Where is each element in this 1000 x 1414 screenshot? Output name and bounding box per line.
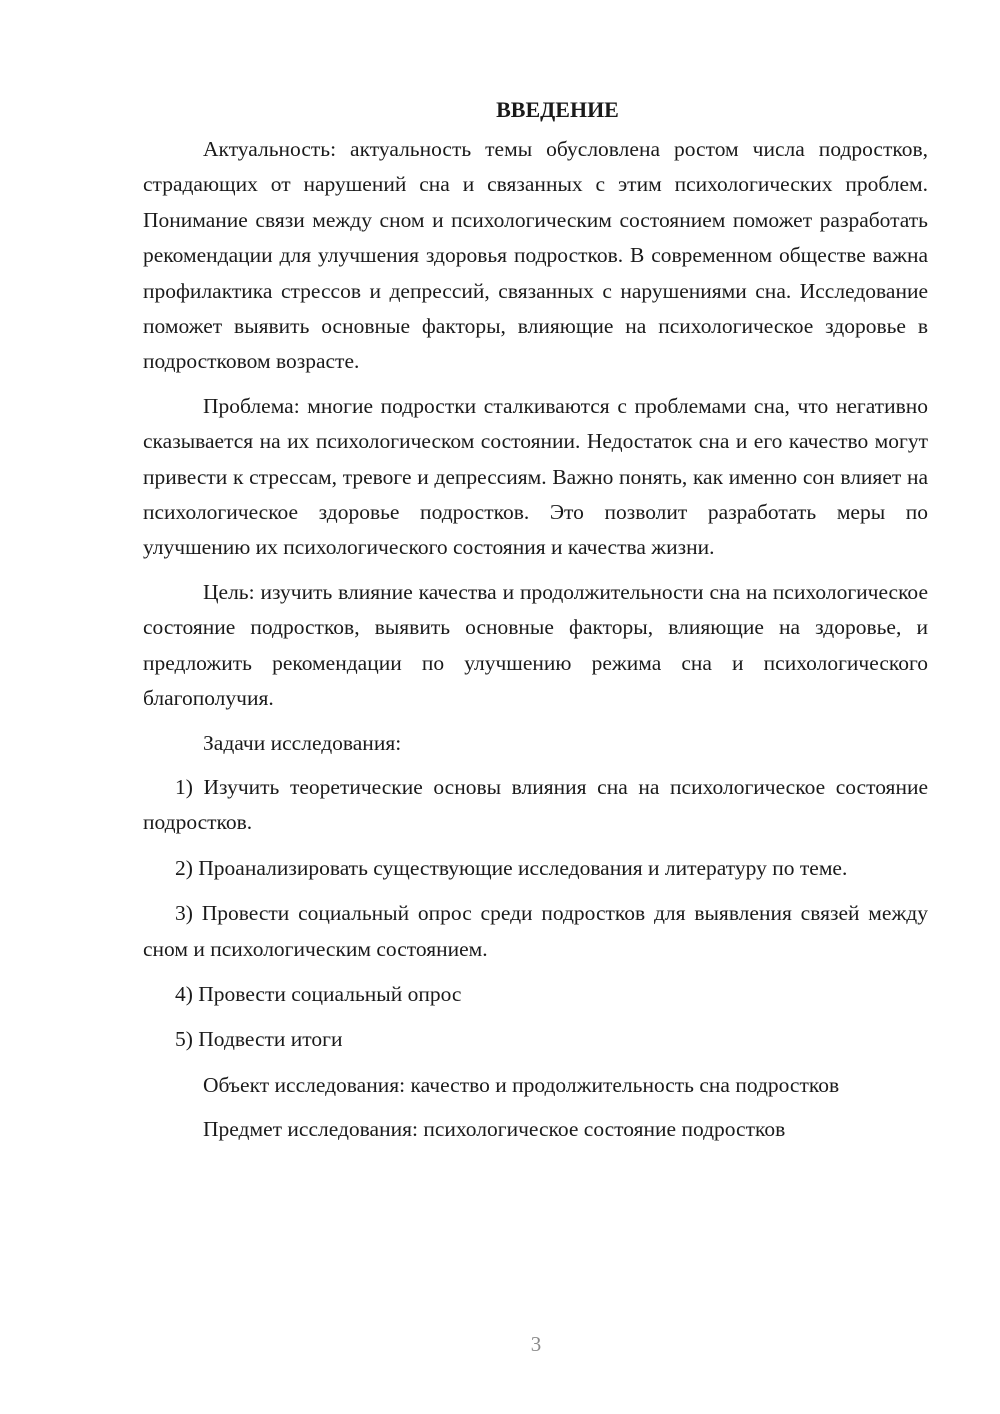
page-title: ВВЕДЕНИЕ	[496, 97, 619, 122]
task-item-3: 3) Провести социальный опрос среди подростков для выявления связей между сном и психологическим состоянием.	[143, 901, 928, 961]
task-item-4: 4) Провести социальный опрос	[175, 981, 462, 1006]
task-item-2: 2) Проанализировать существующие исследования и литературу по теме.	[175, 855, 848, 880]
page-number: 3	[530, 1332, 542, 1356]
tasks-list	[143, 770, 928, 1058]
tasks-heading: Задачи исследования:	[203, 730, 402, 755]
paragraph-subject: Предмет исследования: психологическое состояние подростков	[203, 1117, 786, 1142]
paragraph-problem: Проблема: многие подростки сталкиваются с проблемами сна, что негативно сказывается на их психологическом состоянии. Недостаток сна и его качество могут привести к стрессам, тревоге и депрессиям. Важно понять, как именно сон влияет на психологическое здоровье подростков. Это позволит разработать меры по улучшению их психологического состояния и качества жизни.	[143, 393, 928, 560]
paragraph-relevance: Актуальность: актуальность темы обусловлена ростом числа подростков, страдающих от нарушений сна и связанных с этим психологических проблем. Понимание связи между сном и психологическим состоянием поможет разработать рекомендации для улучшения здоровья подростков. В современном обществе важна профилактика стрессов и депрессий, связанных с нарушениями сна. Исследование поможет выявить основные факторы, влияющие на психологическое здоровье в подростковом возрасте.	[143, 137, 928, 374]
paragraph-goal: Цель: изучить влияние качества и продолжительности сна на психологическое состояние подростков, выявить основные факторы, влияющие на здоровье, и предложить рекомендации по улучшению режима сна и психологического благополучия.	[143, 579, 928, 711]
paragraph-object: Объект исследования: качество и продолжительность сна подростков	[203, 1072, 840, 1097]
task-item-5: 5) Подвести итоги	[175, 1027, 343, 1052]
document-page	[143, 92, 928, 1157]
task-item-1: 1) Изучить теоретические основы влияния сна на психологическое состояние подростков.	[143, 774, 928, 835]
